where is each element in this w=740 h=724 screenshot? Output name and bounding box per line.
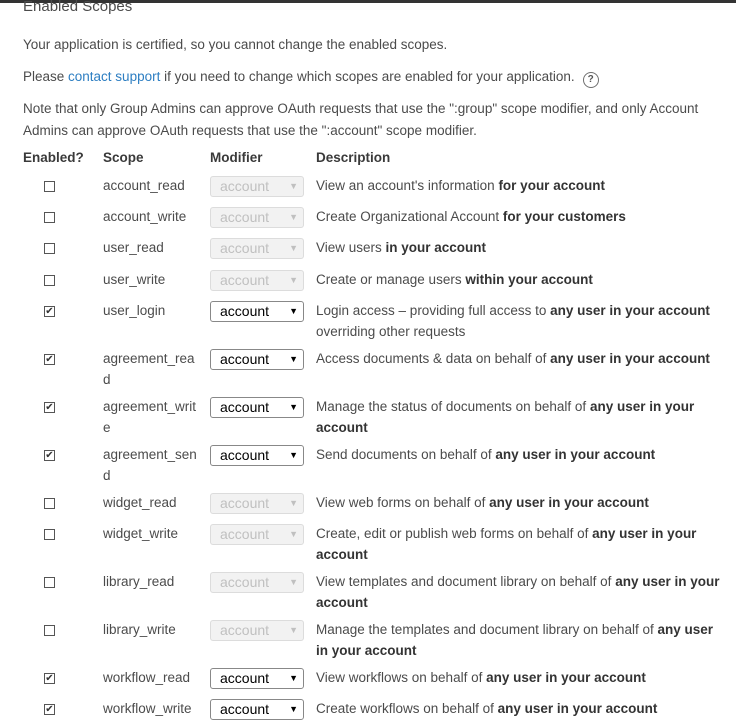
modifier-value: account (220, 622, 270, 638)
modifier-select[interactable] (210, 524, 304, 545)
chevron-down-icon: ▼ (289, 354, 298, 364)
modifier-select[interactable] (210, 349, 304, 370)
scope-name: user_login (103, 303, 166, 318)
scope-description (316, 619, 726, 661)
description-text: View templates and document library on behalf of (316, 574, 616, 589)
modifier-value: account (220, 495, 270, 511)
scope-name: widget_read (103, 495, 177, 510)
enabled-checkbox[interactable] (44, 625, 55, 636)
enabled-checkbox[interactable] (44, 243, 55, 254)
modifier-value: account (220, 351, 270, 367)
chevron-down-icon: ▼ (289, 306, 298, 316)
section-title: Enabled Scopes (23, 0, 133, 15)
enabled-checkbox[interactable]: ✔ (45, 402, 54, 413)
scope-name: account_write (103, 209, 187, 224)
chevron-down-icon: ▼ (289, 529, 298, 539)
description-emphasis: within your account (465, 272, 593, 287)
header-modifier: Modifier (210, 150, 263, 165)
modifier-value: account (220, 178, 270, 194)
chevron-down-icon: ▼ (289, 577, 298, 587)
scope-description (316, 206, 726, 227)
modifier-select[interactable] (210, 699, 304, 720)
enabled-checkbox[interactable]: ✔ (45, 450, 54, 461)
description-emphasis: any user in your account (316, 574, 720, 610)
modifier-value: account (220, 526, 270, 542)
support-text (23, 66, 713, 88)
scope-description (316, 237, 726, 258)
scope-description (316, 698, 726, 719)
scope-name: workflow_write (103, 701, 192, 716)
scope-description (316, 300, 726, 342)
description-text: Create or manage users (316, 272, 466, 287)
support-prefix: Please (23, 69, 69, 84)
header-description: Description (316, 150, 391, 165)
description-emphasis: any user in your account (550, 303, 710, 318)
description-emphasis: any user in your account (497, 701, 658, 716)
description-text: Manage the status of documents on behalf of (316, 399, 590, 414)
scope-name: workflow_read (103, 670, 191, 685)
scope-description (316, 348, 726, 369)
scope-name: account_read (103, 178, 185, 193)
scope-description (316, 571, 726, 613)
chevron-down-icon: ▼ (289, 212, 298, 222)
description-text: Create, edit or publish web forms on behalf of (316, 526, 593, 541)
scope-description (316, 175, 726, 196)
modifier-value: account (220, 209, 270, 225)
description-emphasis: for your customers (502, 209, 626, 224)
modifier-select[interactable] (210, 176, 304, 197)
description-emphasis: any user in your account (316, 622, 713, 658)
enabled-checkbox[interactable] (44, 577, 55, 588)
enabled-checkbox[interactable] (44, 275, 55, 286)
modifier-select[interactable] (210, 572, 304, 593)
chevron-down-icon: ▼ (289, 402, 298, 412)
description-emphasis: any user in your account (316, 526, 697, 562)
modifier-select[interactable] (210, 493, 304, 514)
certified-text: Your application is certified, so you cannot change the enabled scopes. (23, 37, 448, 52)
scope-name: agreement_write (103, 399, 197, 435)
scope-description (316, 667, 726, 688)
description-text: Send documents on behalf of (316, 447, 496, 462)
chevron-down-icon: ▼ (289, 673, 298, 683)
chevron-down-icon: ▼ (289, 498, 298, 508)
scope-name: agreement_send (103, 447, 197, 483)
header-scope: Scope (103, 150, 144, 165)
scope-name: agreement_read (103, 351, 195, 387)
enabled-checkbox[interactable]: ✔ (45, 673, 54, 684)
description-emphasis: for your account (498, 178, 605, 193)
modifier-value: account (220, 670, 270, 686)
modifier-select[interactable] (210, 207, 304, 228)
modifier-value: account (220, 399, 270, 415)
scope-name: user_read (103, 240, 164, 255)
description-text: Create workflows on behalf of (316, 701, 498, 716)
description-text: View workflows on behalf of (316, 670, 487, 685)
modifier-value: account (220, 303, 270, 319)
modifier-select[interactable] (210, 668, 304, 689)
chevron-down-icon: ▼ (289, 625, 298, 635)
description-text: Login access – providing full access to (316, 303, 551, 318)
description-text: View web forms on behalf of (316, 495, 490, 510)
enabled-checkbox[interactable]: ✔ (45, 354, 54, 365)
header-enabled: Enabled? (23, 150, 84, 165)
description-tail: overriding other requests (316, 324, 466, 339)
chevron-down-icon: ▼ (289, 275, 298, 285)
scope-description (316, 492, 726, 513)
scope-name: library_read (103, 574, 175, 589)
chevron-down-icon: ▼ (289, 704, 298, 714)
enabled-checkbox[interactable]: ✔ (45, 306, 54, 317)
modifier-select[interactable] (210, 445, 304, 466)
description-text: View users (316, 240, 386, 255)
enabled-checkbox[interactable] (44, 529, 55, 540)
description-text: View an account's information (316, 178, 499, 193)
chevron-down-icon: ▼ (289, 181, 298, 191)
contact-support-link[interactable]: contact support (68, 69, 161, 84)
scope-description (316, 269, 726, 290)
modifier-value: account (220, 240, 270, 256)
modifier-value: account (220, 272, 270, 288)
description-text: Manage the templates and document library on behalf of (316, 622, 658, 637)
modifier-select[interactable] (210, 301, 304, 322)
description-text: Create Organizational Account (316, 209, 503, 224)
support-suffix: if you need to change which scopes are enabled for your application. (160, 69, 575, 84)
modifier-select[interactable] (210, 238, 304, 259)
modifier-value: account (220, 574, 270, 590)
enabled-checkbox[interactable] (44, 181, 55, 192)
help-icon[interactable]: ? (583, 72, 599, 88)
scope-name: user_write (103, 272, 166, 287)
description-emphasis: any user in your account (486, 670, 646, 685)
enabled-checkbox[interactable]: ✔ (45, 704, 54, 715)
note-text: Note that only Group Admins can approve OAuth requests that use the ":group" scope modifier, and only Account Admins can approve OAuth requests that use the ":account" scope modifier. (23, 101, 699, 138)
modifier-select[interactable] (210, 620, 304, 641)
enabled-checkbox[interactable] (44, 212, 55, 223)
modifier-select[interactable] (210, 270, 304, 291)
description-emphasis: in your account (385, 240, 487, 255)
description-emphasis: any user in your account (495, 447, 656, 462)
scope-name: library_write (103, 622, 176, 637)
description-emphasis: any user in your account (316, 399, 695, 435)
modifier-value: account (220, 701, 270, 717)
scope-name: widget_write (103, 526, 179, 541)
scope-description (316, 396, 726, 438)
modifier-value: account (220, 447, 270, 463)
chevron-down-icon: ▼ (289, 450, 298, 460)
scope-description (316, 523, 726, 565)
description-emphasis: any user in your account (550, 351, 710, 366)
description-text: Access documents & data on behalf of (316, 351, 551, 366)
modifier-select[interactable] (210, 397, 304, 418)
description-emphasis: any user in your account (489, 495, 649, 510)
enabled-checkbox[interactable] (44, 498, 55, 509)
scope-description (316, 444, 726, 465)
chevron-down-icon: ▼ (289, 243, 298, 253)
